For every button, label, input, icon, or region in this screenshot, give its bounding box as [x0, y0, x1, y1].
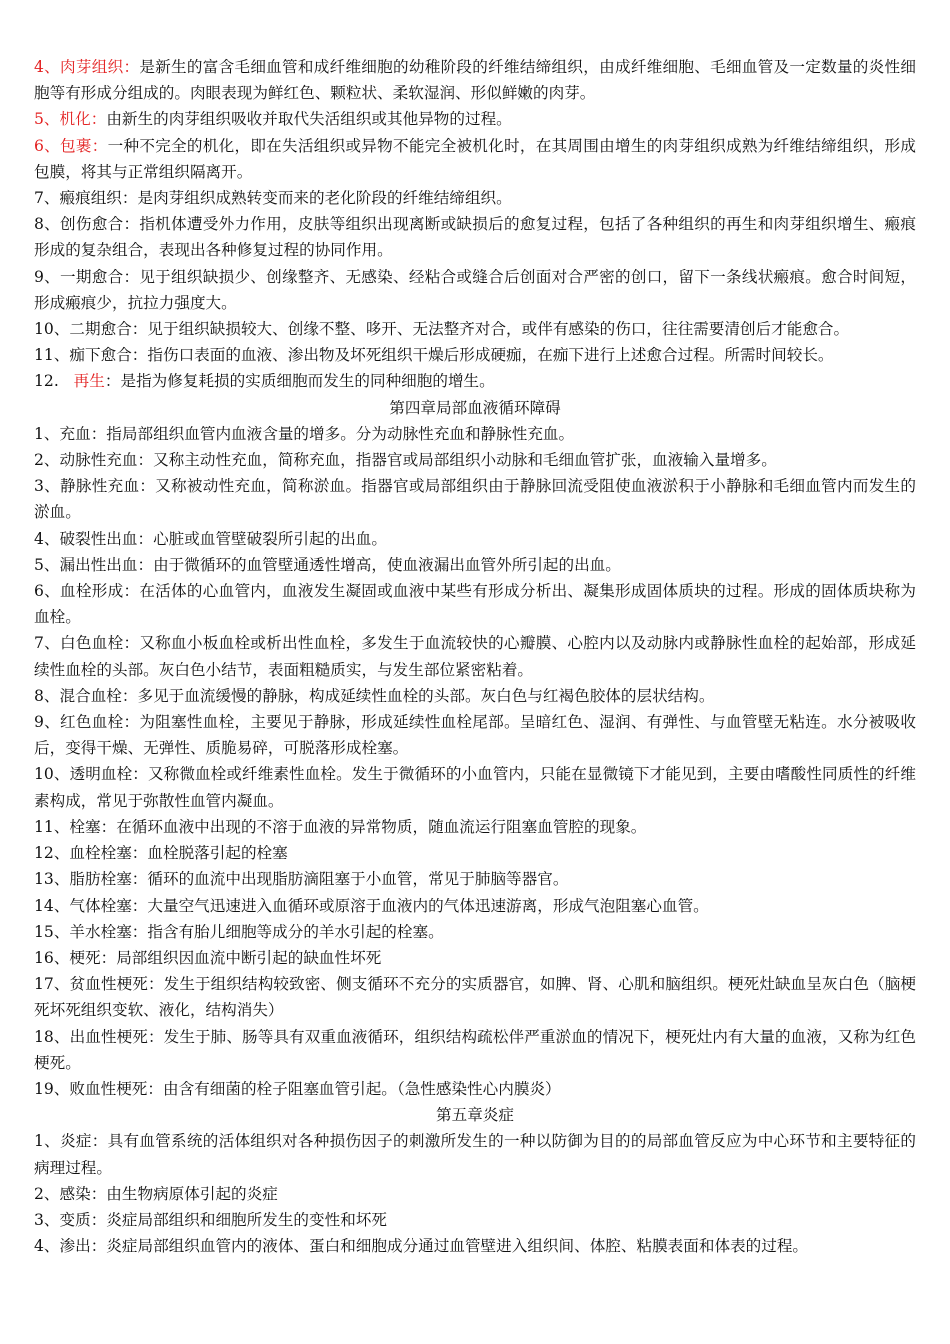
highlighted-term: 机化	[59, 110, 91, 129]
list-item: 12、血栓栓塞：血栓脱落引起的栓塞	[34, 844, 288, 863]
document-page	[34, 54, 916, 1259]
entry-number: 4、	[34, 58, 61, 76]
list-item: 3、静脉性充血：又称被动性充血，简称淤血。指器官或局部组织由于静脉回流受阻使血液淤积于小静脉和毛细血管内而发生的淤血。	[34, 477, 916, 522]
list-item: 17、贫血性梗死：发生于组织结构较致密、侧支循环不充分的实质器官，如脾、肾、心肌和脑组织。梗死灶缺血呈灰白色（脑梗死坏死组织变软、液化，结构消失）	[34, 975, 916, 1020]
definition-secondary-healing: 10、二期愈合：见于组织缺损较大、创缘不整、哆开、无法整齐对合，或伴有感染的伤口，往往需要清创后才能愈合。	[34, 320, 850, 339]
list-item: 15、羊水栓塞：指含有胎儿细胞等成分的羊水引起的栓塞。	[34, 922, 444, 941]
term-separator: ：	[104, 372, 121, 391]
chapter-5-entries	[34, 1128, 916, 1259]
entry-number: 12.	[34, 372, 74, 391]
chapter-5-heading: 第五章炎症	[436, 1106, 514, 1125]
entry-number: 6、	[34, 136, 61, 155]
list-item: 9、红色血栓：为阻塞性血栓，主要见于静脉，形成延续性血栓尾部。呈暗红色、湿润、有弹性、与血管壁无粘连。水分被吸收后，变得干燥、无弹性、质脆易碎，可脱落形成栓塞。	[34, 713, 916, 758]
list-item: 1、充血：指局部组织血管内血液含量的增多。分为动脉性充血和静脉性充血。	[34, 424, 575, 443]
definition-healing-under-scab: 11、痂下愈合：指伤口表面的血液、渗出物及坏死组织干燥后形成硬痂，在痂下进行上述愈合过程。所需时间较长。	[34, 346, 834, 365]
list-item: 18、出血性梗死：发生于肺、肠等具有双重血液循环，组织结构疏松伴严重淤血的情况下，梗死灶内有大量的血液，又称为红色梗死。	[34, 1027, 916, 1072]
entry-number: 5、	[34, 110, 60, 129]
highlighted-term: 再生	[73, 372, 105, 391]
list-item: 6、血栓形成：在活体的心血管内，血液发生凝固或血液中某些有形成分析出、凝集形成固体质块的过程。形成的固体质块称为血栓。	[34, 582, 916, 627]
list-item: 3、变质：炎症局部组织和细胞所发生的变性和坏死	[34, 1210, 387, 1229]
list-item: 13、脂肪栓塞：循环的血流中出现脂肪滴阻塞于小血管，常见于肺脑等器官。	[34, 870, 569, 889]
list-item: 16、梗死：局部组织因血流中断引起的缺血性坏死	[34, 948, 382, 967]
definition-primary-healing: 9、一期愈合：见于组织缺损少、创缘整齐、无感染、经粘合或缝合后创面对合严密的创口，留下一条线状瘢痕。愈合时间短，形成瘢痕少，抗拉力强度大。	[34, 267, 916, 312]
term-separator: ：	[91, 136, 108, 155]
definition-text: 是指为修复耗损的实质细胞而发生的同种细胞的增生。	[120, 372, 495, 391]
definition-text: 一种不完全的机化，即在失活组织或异物不能完全被机化时，在其周围由增生的肉芽组织成熟为纤维结缔组织，形成包膜，将其与正常组织隔离开。	[34, 136, 916, 181]
list-item: 5、漏出性出血：由于微循环的血管壁通透性增高，使血液漏出血管外所引起的出血。	[34, 555, 621, 574]
highlighted-term: 肉芽组织	[60, 58, 124, 76]
definition-text: 由新生的肉芽组织吸收并取代失活组织或其他异物的过程。	[106, 110, 512, 129]
list-item: 1、炎症：具有血管系统的活体组织对各种损伤因子的刺激所发生的一种以防御为目的的局部血管反应为中心环节和主要特征的病理过程。	[34, 1132, 916, 1177]
list-item: 2、动脉性充血：又称主动性充血，简称充血，指器官或局部组织小动脉和毛细血管扩张，血液输入量增多。	[34, 451, 777, 470]
chapter-4-entries	[34, 421, 916, 1102]
term-separator: ：	[90, 110, 107, 129]
definition-organization	[34, 106, 916, 132]
list-item: 10、透明血栓：又称微血栓或纤维素性血栓。发生于微循环的小血管内，只能在显微镜下才能见到，主要由嗜酸性同质性的纤维素构成，常见于弥散性血管内凝血。	[34, 765, 916, 810]
list-item: 11、栓塞：在循环血液中出现的不溶于血液的异常物质，随血流运行阻塞血管腔的现象。	[34, 817, 647, 836]
list-item: 2、感染：由生物病原体引起的炎症	[34, 1184, 278, 1203]
definition-regeneration	[34, 368, 916, 394]
highlighted-term: 包裹	[60, 136, 92, 155]
definition-text: 是新生的富含毛细血管和成纤维细胞的幼稚阶段的纤维结缔组织，由成纤维细胞、毛细血管及一定数量的炎性细胞等有形成分组成的。肉眼表现为鲜红色、颗粒状、柔软湿润、形似鲜嫩的肉芽。	[34, 58, 916, 103]
list-item: 14、气体栓塞：大量空气迅速进入血循环或原溶于血液内的气体迅速游离，形成气泡阻塞心血管。	[34, 896, 709, 915]
term-separator: ：	[123, 58, 140, 76]
list-item: 19、败血性梗死：由含有细菌的栓子阻塞血管引起。（急性感染性心内膜炎）	[34, 1079, 561, 1098]
list-item: 4、渗出：炎症局部组织血管内的液体、蛋白和细胞成分通过血管壁进入组织间、体腔、粘膜表面和体表的过程。	[34, 1237, 809, 1256]
list-item: 7、白色血栓：又称血小板血栓或析出性血栓，多发生于血流较快的心瓣膜、心腔内以及动脉内或静脉性血栓的起始部，形成延续性血栓的头部。灰白色小结节，表面粗糙质实，与发生部位紧密粘着。	[34, 634, 916, 679]
list-item: 8、混合血栓：多见于血流缓慢的静脉，构成延续性血栓的头部。灰白色与红褐色胶体的层状结构。	[34, 686, 715, 705]
list-item: 4、破裂性出血：心脏或血管壁破裂所引起的出血。	[34, 529, 387, 548]
chapter-4-heading: 第四章局部血液循环障碍	[389, 398, 561, 417]
definition-scar-tissue: 7、瘢痕组织：是肉芽组织成熟转变而来的老化阶段的纤维结缔组织。	[34, 189, 512, 208]
definition-wound-healing: 8、创伤愈合：指机体遭受外力作用，皮肤等组织出现离断或缺损后的愈复过程，包括了各种组织的再生和肉芽组织增生、瘢痕形成的复杂组合，表现出各种修复过程的协同作用。	[34, 215, 916, 260]
definition-encapsulation	[34, 133, 916, 185]
definition-granulation-tissue	[34, 54, 916, 106]
